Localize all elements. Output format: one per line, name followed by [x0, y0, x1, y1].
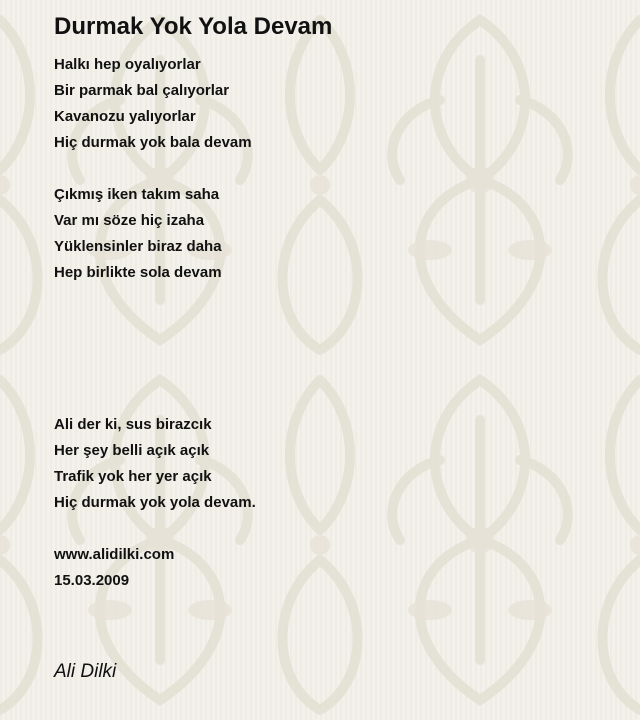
- poem-line: Kavanozu yalıyorlar: [54, 108, 196, 125]
- poem-line: Çıkmış iken takım saha: [54, 186, 220, 203]
- poem-line: Hep birlikte sola devam: [54, 264, 222, 281]
- date-text: 15.03.2009: [54, 572, 130, 589]
- poem-line: Her şey belli açık açık: [54, 442, 210, 459]
- poem-line: Hiç durmak yok bala devam: [54, 134, 252, 151]
- poem-line: Bir parmak bal çalıyorlar: [54, 82, 230, 99]
- poem-line: Halkı hep oyalıyorlar: [54, 56, 201, 73]
- poem-title: Durmak Yok Yola Devam: [54, 13, 333, 40]
- poem-line: Yüklensinler biraz daha: [54, 238, 222, 255]
- poem-line: Hiç durmak yok yola devam.: [54, 494, 256, 511]
- website-text: www.alidilki.com: [54, 546, 175, 563]
- poem-line: Ali der ki, sus birazcık: [54, 416, 212, 433]
- author-name: Ali Dilki: [54, 661, 117, 682]
- poem-line: Trafik yok her yer açık: [54, 468, 212, 485]
- poem-line: Var mı söze hiç izaha: [54, 212, 205, 229]
